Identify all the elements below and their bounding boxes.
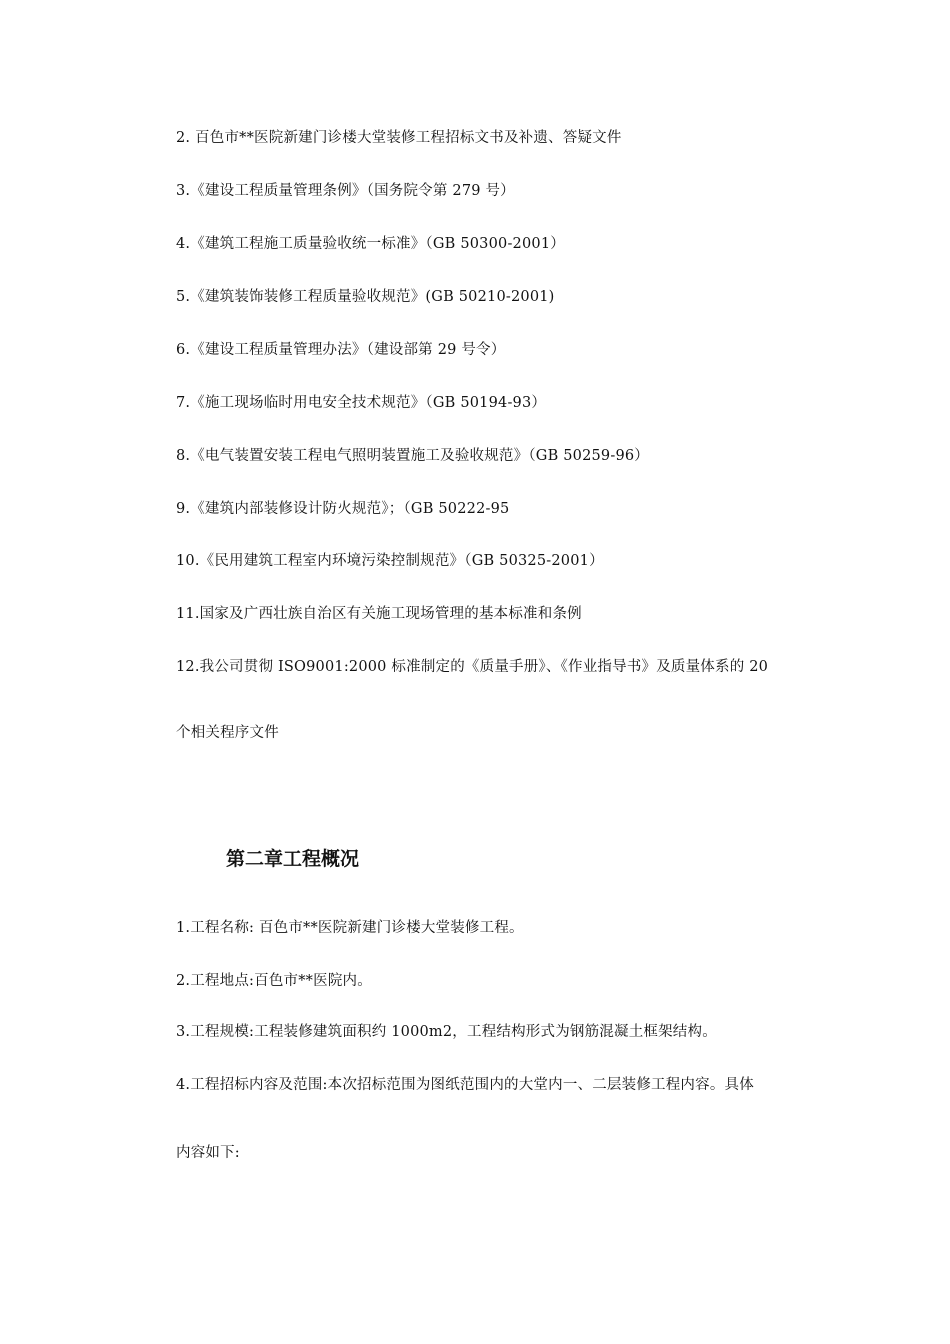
reference-item: 5.《建筑装饰装修工程质量验收规范》(GB 50210-2001)	[176, 289, 555, 305]
overview-item: 2.工程地点:百色市**医院内。	[176, 973, 372, 989]
reference-item: 9.《建筑内部装修设计防火规范》；（GB 50222-95	[176, 501, 510, 517]
overview-item-continued: 内容如下:	[176, 1145, 240, 1161]
reference-item: 8.《电气装置安装工程电气照明装置施工及验收规范》（GB 50259-96）	[176, 448, 650, 464]
reference-item: 6.《建设工程质量管理办法》（建设部第 29 号令）	[176, 342, 506, 358]
reference-item: 12.我公司贯彻 ISO9001:2000 标准制定的《质量手册》、《作业指导书》及质量体系的 20	[176, 659, 769, 675]
overview-item: 1.工程名称: 百色市**医院新建门诊楼大堂装修工程。	[176, 920, 524, 936]
reference-item: 11.国家及广西壮族自治区有关施工现场管理的基本标准和条例	[176, 606, 582, 622]
overview-item: 4.工程招标内容及范围:本次招标范围为图纸范围内的大堂内一、二层装修工程内容。具体	[176, 1077, 754, 1093]
reference-item: 2. 百色市**医院新建门诊楼大堂装修工程招标文书及补遗、答疑文件	[176, 130, 622, 146]
reference-item: 3.《建设工程质量管理条例》（国务院令第 279 号）	[176, 183, 515, 199]
chapter-title: 第二章工程概况	[226, 848, 360, 870]
overview-item: 3.工程规模:工程装修建筑面积约 1000m2，工程结构形式为钢筋混凝土框架结构。	[176, 1024, 717, 1040]
reference-item-continued: 个相关程序文件	[176, 725, 279, 741]
reference-item: 10.《民用建筑工程室内环境污染控制规范》（GB 50325-2001）	[176, 553, 604, 569]
reference-item: 4.《建筑工程施工质量验收统一标准》（GB 50300-2001）	[176, 236, 565, 252]
reference-item: 7.《施工现场临时用电安全技术规范》（GB 50194-93）	[176, 395, 547, 411]
